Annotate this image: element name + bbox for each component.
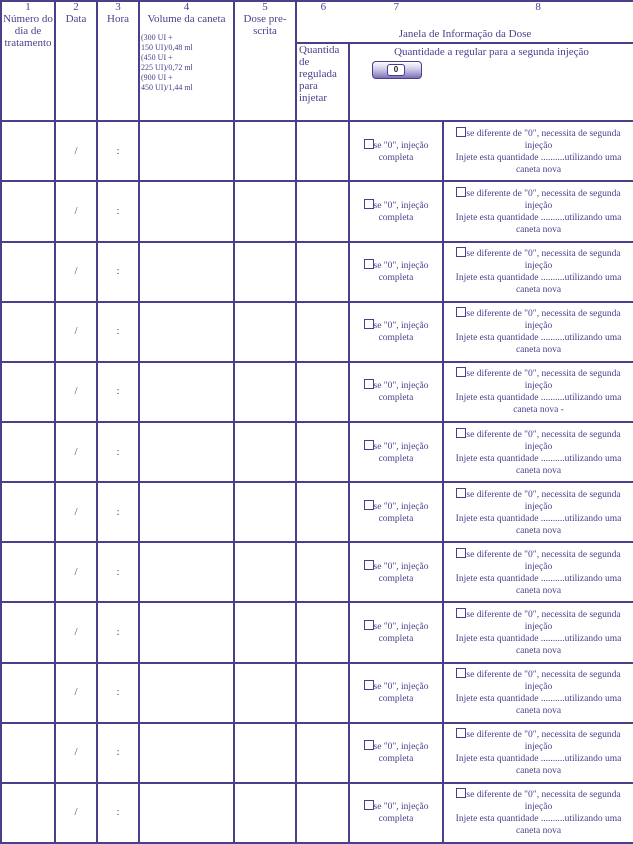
time-separator: : [116, 625, 120, 638]
time-separator: : [116, 325, 120, 338]
col4-number: 4 [183, 1, 190, 13]
date-separator: / [74, 204, 78, 217]
col6-sub-header [296, 43, 349, 121]
complete-label: se "0", injeção completa [373, 561, 429, 584]
cell-time[interactable] [97, 482, 139, 542]
second-injection-label: se diferente de "0", necessita de segunda injeção [466, 369, 621, 392]
complete-label: se "0", injeção completa [373, 742, 429, 765]
col2-header [55, 1, 97, 121]
complete-checkbox[interactable] [364, 259, 374, 269]
cell-date[interactable] [55, 242, 97, 302]
cell-quantity[interactable] [296, 542, 349, 602]
complete-checkbox[interactable] [364, 680, 374, 690]
cell-day[interactable] [1, 121, 55, 181]
complete-label: se "0", injeção completa [373, 381, 429, 404]
cell-second-injection [443, 242, 633, 302]
date-separator: / [74, 385, 78, 398]
cell-date[interactable] [55, 362, 97, 422]
cell-second-injection [443, 121, 633, 181]
time-separator: : [116, 385, 120, 398]
col5-label: Dose pre-scrita [243, 13, 287, 37]
dose-window-title: Janela de Informação da Dose [398, 28, 532, 40]
cell-day[interactable] [1, 302, 55, 362]
cell-second-injection [443, 723, 633, 783]
cell-time[interactable] [97, 663, 139, 723]
time-separator: : [116, 686, 120, 699]
date-separator: / [74, 505, 78, 518]
cell-complete [349, 422, 443, 482]
col2-number: 2 [73, 1, 79, 13]
pen-volume-option: 225 UI)/0,72 ml [141, 63, 193, 72]
cell-volume[interactable] [139, 242, 234, 302]
cell-day[interactable] [1, 181, 55, 241]
complete-label: se "0", injeção completa [373, 321, 429, 344]
cell-volume[interactable] [139, 723, 234, 783]
cell-volume[interactable] [139, 121, 234, 181]
complete-checkbox[interactable] [364, 319, 374, 329]
second-injection-label: se diferente de "0", necessita de segunda injeção [466, 790, 621, 813]
date-separator: / [74, 144, 78, 157]
cell-volume[interactable] [139, 181, 234, 241]
cell-time[interactable] [97, 362, 139, 422]
pen-volume-option: 150 UI)/0,48 ml [141, 43, 193, 52]
table-row [1, 783, 633, 843]
complete-label: se "0", injeção completa [373, 682, 429, 705]
cell-volume[interactable] [139, 362, 234, 422]
complete-checkbox[interactable] [364, 500, 374, 510]
time-separator: : [116, 565, 120, 578]
time-separator: : [116, 746, 120, 759]
inject-quantity-label: Injete esta quantidade ..........utilizando uma caneta nova [455, 212, 622, 235]
second-injection-label: se diferente de "0", necessita de segunda injeção [466, 670, 621, 693]
date-separator: / [74, 686, 78, 699]
cell-second-injection [443, 783, 633, 843]
cell-complete [349, 121, 443, 181]
cell-second-injection [443, 482, 633, 542]
complete-checkbox[interactable] [364, 139, 374, 149]
second-injection-checkbox[interactable] [456, 668, 466, 678]
inject-quantity-label: Injete esta quantidade ..........utilizando uma caneta nova [455, 633, 622, 656]
cell-complete [349, 723, 443, 783]
col5-header [234, 1, 296, 121]
cell-volume[interactable] [139, 542, 234, 602]
time-separator: : [116, 445, 120, 458]
cell-quantity[interactable] [296, 302, 349, 362]
col4-header [139, 1, 234, 121]
cell-second-injection [443, 602, 633, 662]
cell-prescribed-dose[interactable] [234, 482, 296, 542]
cell-prescribed-dose[interactable] [234, 723, 296, 783]
col1-number: 1 [25, 1, 31, 13]
cell-volume[interactable] [139, 663, 234, 723]
cell-quantity[interactable] [296, 602, 349, 662]
col5-number: 5 [262, 1, 268, 13]
cell-prescribed-dose[interactable] [234, 422, 296, 482]
complete-label: se "0", injeção completa [373, 621, 429, 644]
cell-day[interactable] [1, 242, 55, 302]
col7-number: 7 [393, 1, 400, 13]
date-separator: / [74, 625, 78, 638]
cell-complete [349, 362, 443, 422]
cell-quantity[interactable] [296, 723, 349, 783]
table-row [1, 602, 633, 662]
cell-prescribed-dose[interactable] [234, 181, 296, 241]
complete-checkbox[interactable] [364, 199, 374, 209]
table-row [1, 302, 633, 362]
col3-label: Hora [107, 13, 129, 25]
cell-prescribed-dose[interactable] [234, 602, 296, 662]
table-row [1, 242, 633, 302]
cell-complete [349, 302, 443, 362]
complete-checkbox[interactable] [364, 440, 374, 450]
cell-date[interactable] [55, 302, 97, 362]
cell-time[interactable] [97, 121, 139, 181]
dose-window-header [296, 1, 633, 43]
cell-prescribed-dose[interactable] [234, 302, 296, 362]
col6-sub-label: Quantida de regulada para injetar [299, 44, 340, 105]
complete-checkbox[interactable] [364, 620, 374, 630]
date-separator: / [74, 265, 78, 278]
cell-time[interactable] [97, 723, 139, 783]
col3-number: 3 [115, 1, 121, 13]
cell-complete [349, 663, 443, 723]
col2-label: Data [65, 13, 87, 25]
pen-volume-option: (450 UI + [141, 53, 173, 62]
inject-quantity-label: Injete esta quantidade ..........utilizando uma caneta nova [455, 573, 622, 596]
date-separator: / [74, 565, 78, 578]
cell-date[interactable] [55, 602, 97, 662]
cell-prescribed-dose[interactable] [234, 121, 296, 181]
inject-quantity-label: Injete esta quantidade ..........utilizando uma caneta nova [455, 513, 622, 536]
date-separator: / [74, 325, 78, 338]
cell-complete [349, 242, 443, 302]
pen-dose-window-icon [372, 61, 422, 79]
cell-quantity[interactable] [296, 422, 349, 482]
cell-quantity[interactable] [296, 482, 349, 542]
second-injection-checkbox[interactable] [456, 548, 466, 558]
table-row [1, 482, 633, 542]
cell-second-injection [443, 663, 633, 723]
cell-second-injection [443, 181, 633, 241]
second-injection-label: se diferente de "0", necessita de segunda injeção [466, 249, 621, 272]
complete-label: se "0", injeção completa [373, 140, 429, 163]
col6-number: 6 [320, 1, 327, 13]
table-row [1, 422, 633, 482]
pen-volume-option: 450 UI)/1,44 ml [141, 83, 193, 92]
cell-quantity[interactable] [296, 181, 349, 241]
cell-day[interactable] [1, 542, 55, 602]
second-injection-label: se diferente de "0", necessita de segunda injeção [466, 128, 621, 151]
cell-quantity[interactable] [296, 362, 349, 422]
cell-time[interactable] [97, 422, 139, 482]
cell-day[interactable] [1, 663, 55, 723]
second-injection-label: se diferente de "0", necessita de segunda injeção [466, 549, 621, 572]
cell-prescribed-dose[interactable] [234, 663, 296, 723]
table-row [1, 181, 633, 241]
complete-label: se "0", injeção completa [373, 261, 429, 284]
col1-header [1, 1, 55, 121]
col78-sub-header [349, 43, 633, 121]
pen-volume-option: (300 UI + [141, 33, 173, 42]
cell-prescribed-dose[interactable] [234, 242, 296, 302]
cell-quantity[interactable] [296, 242, 349, 302]
cell-complete [349, 602, 443, 662]
inject-quantity-label: Injete esta quantidade ..........utilizando uma caneta nova [455, 273, 622, 296]
second-injection-checkbox[interactable] [456, 367, 466, 377]
cell-second-injection [443, 422, 633, 482]
cell-day[interactable] [1, 783, 55, 843]
complete-label: se "0", injeção completa [373, 200, 429, 223]
time-separator: : [116, 806, 120, 819]
cell-second-injection [443, 362, 633, 422]
inject-quantity-label: Injete esta quantidade ..........utilizando uma caneta nova - [455, 393, 622, 416]
col1-label: Número do dia de tratamento [3, 13, 53, 49]
inject-quantity-label: Injete esta quantidade ..........utilizando uma caneta nova [455, 152, 622, 175]
cell-date[interactable] [55, 663, 97, 723]
second-injection-checkbox[interactable] [456, 488, 466, 498]
cell-time[interactable] [97, 602, 139, 662]
second-injection-checkbox[interactable] [456, 428, 466, 438]
cell-volume[interactable] [139, 302, 234, 362]
second-injection-label: se diferente de "0", necessita de segunda injeção [466, 429, 621, 452]
cell-prescribed-dose[interactable] [234, 542, 296, 602]
cell-date[interactable] [55, 181, 97, 241]
cell-quantity[interactable] [296, 663, 349, 723]
cell-complete [349, 783, 443, 843]
cell-time[interactable] [97, 242, 139, 302]
cell-time[interactable] [97, 302, 139, 362]
cell-quantity[interactable] [296, 121, 349, 181]
inject-quantity-label: Injete esta quantidade ..........utilizando uma caneta nova [455, 814, 622, 837]
second-injection-checkbox[interactable] [456, 307, 466, 317]
second-injection-label: se diferente de "0", necessita de segunda injeção [466, 730, 621, 753]
pen-volume-option: (900 UI + [141, 73, 173, 82]
inject-quantity-label: Injete esta quantidade ..........utilizando uma caneta nova [455, 453, 622, 476]
second-injection-checkbox[interactable] [456, 247, 466, 257]
table-row [1, 542, 633, 602]
cell-time[interactable] [97, 542, 139, 602]
second-injection-label: se diferente de "0", necessita de segunda injeção [466, 489, 621, 512]
second-injection-label: se diferente de "0", necessita de segunda injeção [466, 609, 621, 632]
cell-date[interactable] [55, 422, 97, 482]
cell-time[interactable] [97, 783, 139, 843]
pen-display-value: 0 [387, 64, 405, 76]
cell-complete [349, 181, 443, 241]
cell-prescribed-dose[interactable] [234, 783, 296, 843]
second-injection-checkbox[interactable] [456, 608, 466, 618]
cell-second-injection [443, 302, 633, 362]
complete-checkbox[interactable] [364, 560, 374, 570]
cell-date[interactable] [55, 482, 97, 542]
second-injection-checkbox[interactable] [456, 728, 466, 738]
time-separator: : [116, 505, 120, 518]
cell-day[interactable] [1, 602, 55, 662]
cell-volume[interactable] [139, 482, 234, 542]
complete-label: se "0", injeção completa [373, 441, 429, 464]
complete-checkbox[interactable] [364, 800, 374, 810]
inject-quantity-label: Injete esta quantidade ..........utilizando uma caneta nova [455, 694, 622, 717]
table-row [1, 663, 633, 723]
cell-time[interactable] [97, 181, 139, 241]
cell-date[interactable] [55, 542, 97, 602]
cell-day[interactable] [1, 482, 55, 542]
cell-day[interactable] [1, 362, 55, 422]
complete-label: se "0", injeção completa [373, 501, 429, 524]
second-injection-checkbox[interactable] [456, 127, 466, 137]
cell-volume[interactable] [139, 602, 234, 662]
cell-complete [349, 542, 443, 602]
date-separator: / [74, 806, 78, 819]
inject-quantity-label: Injete esta quantidade ..........utilizando uma caneta nova [455, 754, 622, 777]
cell-day[interactable] [1, 723, 55, 783]
complete-checkbox[interactable] [364, 379, 374, 389]
col4-label: Volume da caneta [147, 13, 226, 25]
cell-quantity[interactable] [296, 783, 349, 843]
cell-day[interactable] [1, 422, 55, 482]
time-separator: : [116, 204, 120, 217]
cell-volume[interactable] [139, 783, 234, 843]
second-injection-checkbox[interactable] [456, 788, 466, 798]
col8-number: 8 [535, 1, 541, 13]
cell-second-injection [443, 542, 633, 602]
second-injection-label: se diferente de "0", necessita de segunda injeção [466, 188, 621, 211]
col78-sub-label: Quantidade a regular para a segunda injeção [394, 46, 589, 59]
col3-header [97, 1, 139, 121]
second-injection-label: se diferente de "0", necessita de segunda injeção [466, 309, 621, 332]
time-separator: : [116, 265, 120, 278]
date-separator: / [74, 445, 78, 458]
second-injection-checkbox[interactable] [456, 187, 466, 197]
date-separator: / [74, 746, 78, 759]
table-row [1, 121, 633, 181]
table-row [1, 723, 633, 783]
cell-volume[interactable] [139, 422, 234, 482]
inject-quantity-label: Injete esta quantidade ..........utilizando uma caneta nova [455, 333, 622, 356]
table-row [1, 362, 633, 422]
cell-complete [349, 482, 443, 542]
cell-prescribed-dose[interactable] [234, 362, 296, 422]
cell-date[interactable] [55, 783, 97, 843]
complete-checkbox[interactable] [364, 740, 374, 750]
time-separator: : [116, 144, 120, 157]
cell-date[interactable] [55, 723, 97, 783]
cell-date[interactable] [55, 121, 97, 181]
complete-label: se "0", injeção completa [373, 802, 429, 825]
